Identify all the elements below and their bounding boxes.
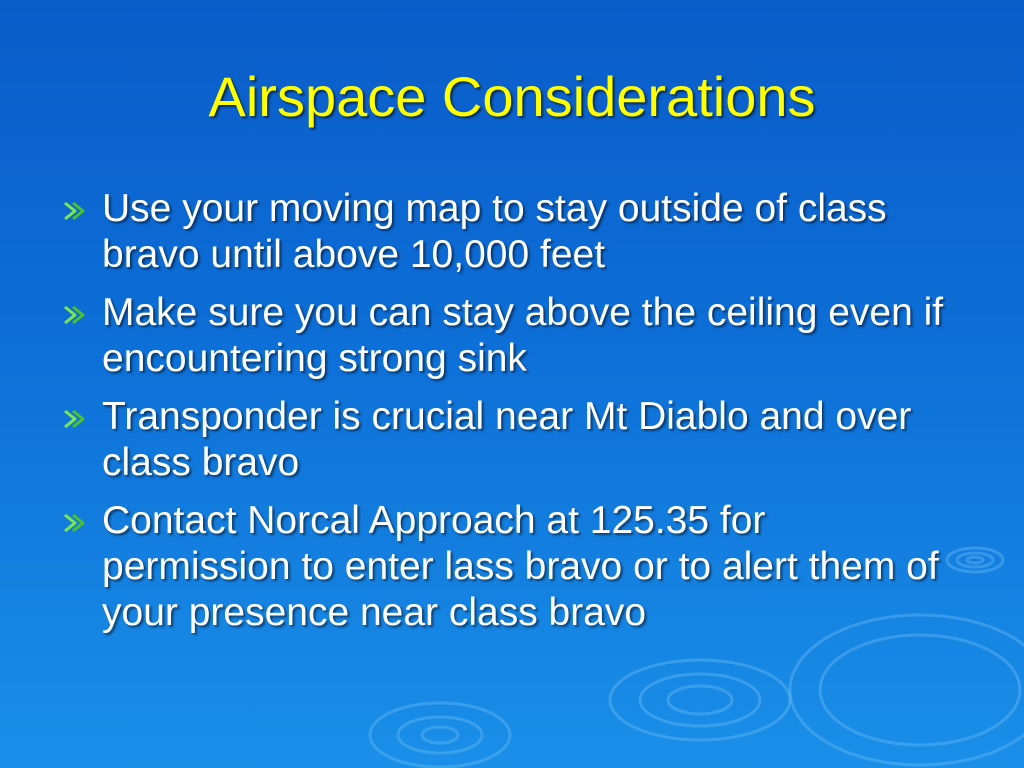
bullet-list [62, 186, 962, 648]
chevron-arrow-icon [62, 513, 88, 533]
bullet-text: Transponder is crucial near Mt Diablo and over class bravo [102, 395, 912, 484]
bullet-item [62, 186, 962, 278]
bullet-text: Contact Norcal Approach at 125.35 for permission to enter lass bravo or to alert them of your presence near class bravo [102, 499, 939, 634]
chevron-arrow-icon [62, 201, 88, 221]
bullet-item [62, 394, 962, 486]
bullet-item [62, 290, 962, 382]
chevron-arrow-icon [62, 305, 88, 325]
slide-title: Airspace Considerations [208, 65, 816, 128]
bullet-text: Use your moving map to stay outside of class bravo until above 10,000 feet [102, 187, 887, 276]
bullet-item [62, 498, 962, 636]
bullet-text: Make sure you can stay above the ceiling even if encountering strong sink [102, 291, 944, 380]
chevron-arrow-icon [62, 409, 88, 429]
